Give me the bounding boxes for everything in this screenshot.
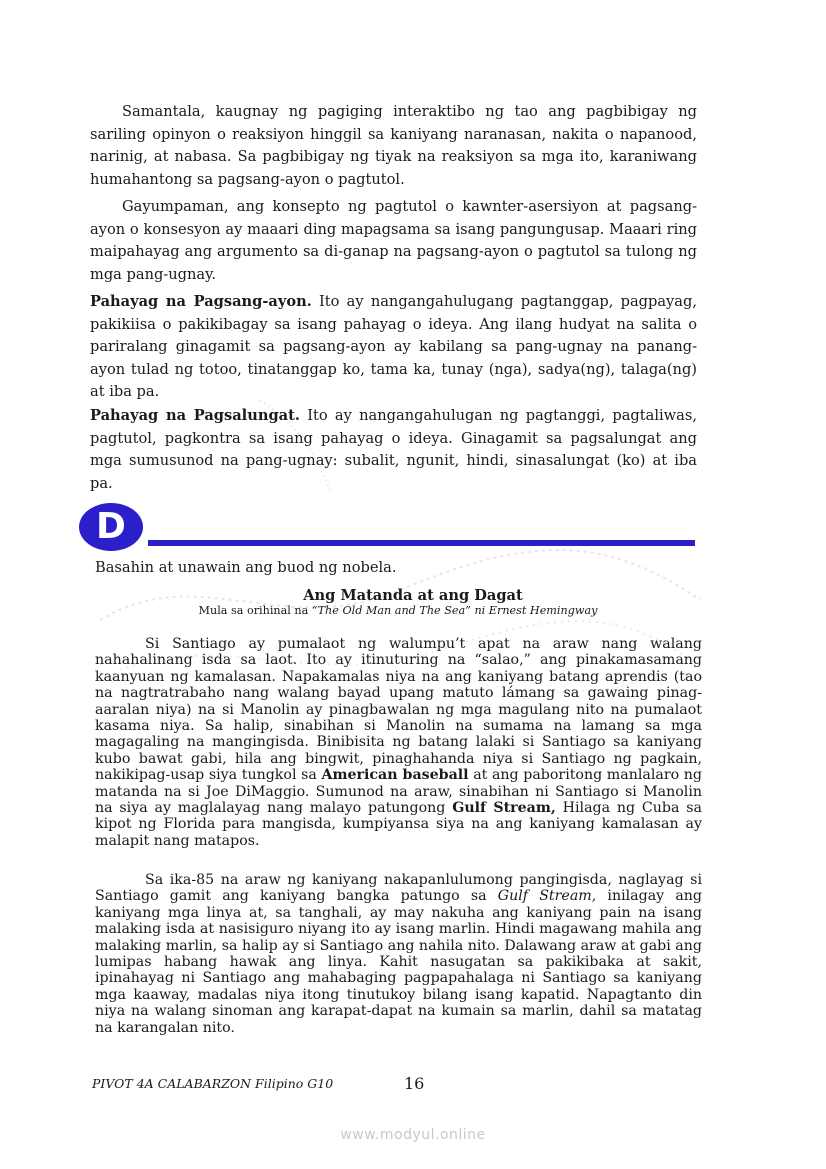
definition-pagsalungat: Ito ay nangangahulugan ng pagtanggi, pagtaliwas, pagtutol, pagkontra sa isang pahayag o ideya. Ginagamit sa pagsalungat ang mga sumusunod na pang-ugnay: subalit, ngunit, hindi, sinasalungat (ko) at iba pa. [90,407,697,492]
story-italic-gulf-stream: Gulf Stream [497,888,592,905]
story-paragraph-2 [95,872,702,1036]
story-text: , inilagay ang kaniyang mga linya at, sa tanghali, ay may nakuha ang kaniyang pain na isang malaking isda at nasisiguro niyang ito ay isang marlin. Hindi magawang mahila ang malaking marlin, sa halip ay si Santiago ang nahila nito. Dalawang araw at gabi ang lumipas habang hawak ang linya. Kahit nasugatan sa pakikibaka at sakit, ipinahayag ni Santiago ang mahabaging pagpapahalaga ni Santiago sa kaniyang mga kaaway, madalas niya itong tinutukoy bilang isang kapatid. Napagtanto din niya na walang sinoman ang karapat-dapat na kumain sa marlin, dahil sa matatag na karangalan nito. [95,888,703,1036]
story-bold-gulf-stream: Gulf Stream, [452,800,556,817]
story-text: at ang paboritong manlalaro ng matanda na si Joe DiMaggio. Sumunod na araw, sinabihan ni Santiago si Manolin na siya ay maglalayag nang malayo patungong [95,767,703,817]
story-text: Sa ika-85 na araw ng kaniyang nakapanlulumong pangingisda, naglayag si Santiago gamit ang kaniyang bangka patungo sa [95,872,702,905]
story-title: Ang Matanda at ang Dagat [303,587,523,604]
section-divider [148,540,695,546]
term-pagsalungat: Pahayag na Pagsalungat. [90,407,300,424]
paragraph-pagsang-ayon [90,291,697,404]
section-letter-badge: D [79,503,143,551]
definition-pagsang-ayon: Ito ay nangangahulugang pagtanggap, pagpayag, pakikiisa o pakikibagay sa isang pahayag o ideya. Ang ilang hudyat na salita o pariralang ginagamit sa pagsang-ayon ay kabilang sa pang-ugnay na panang-ayon tulad ng totoo, tinatanggap ko, tama ka, tunay (nga), sadya(ng), talaga(ng) at iba pa. [90,293,697,400]
story-subtitle [0,604,796,618]
section-instruction: Basahin at unawain ang buod ng nobela. [95,559,397,576]
paragraph-pagsalungat [90,405,697,495]
story-paragraph-1 [95,636,702,849]
term-pagsang-ayon: Pahayag na Pagsang-ayon. [90,293,312,310]
page-number: 16 [404,1074,425,1093]
subtitle-prefix: Mula sa orihinal na [198,604,312,617]
footer-module-label: PIVOT 4A CALABARZON Filipino G10 [92,1076,334,1091]
subtitle-source: “The Old Man and The Sea” ni Ernest Hemingway [311,604,598,617]
story-text: Hilaga ng Cuba sa kipot ng Florida para mangisda, kumpiyansa siya na ang kaniyang kamalasan ay malapit nang matapos. [95,800,702,849]
story-bold-baseball: American baseball [321,767,469,784]
paragraph-konsepto: Gayumpaman, ang konsepto ng pagtutol o kawnter-asersiyon at pagsang-ayon o konsesyon ay maaari ding mapagsama sa isang pangungusap. Maaari ring maipahayag ang argumento sa di-ganap na pagsang-ayon o pagtutol sa tulong ng mga pang-ugnay. [90,198,697,283]
watermark-text: www.modyul.online [340,1127,486,1143]
story-text: Si Santiago ay pumalaot ng walumpu’t apat na araw nang walang nahahalinang isda sa laot. Ito ay itinuturing na “salao,” ang pinakamasamang kaanyuan ng kamalasan. Napakamalas niya na ang kaniyang batang aprendis (tao na nagtratrabaho nang walang bayad upang matuto lámang sa gawaing pinag-aaralan niya) na si Manolin ay pinagbawalan ng mga magulang nito na pumalaot kasama niya. Sa halip, sinabihan si Manolin na sumama na lamang sa mga magagaling na mangingisda. Binibisita ng batang lalaki si Santiago sa kaniyang kubo bawat gabi, hila ang bingwit, pinaghahanda niya si Santiago ng pagkain, nakikipag-usap siya tungkol sa [95,636,702,784]
paragraph-opinyon: Samantala, kaugnay ng pagiging interaktibo ng tao ang pagbibigay ng sariling opinyon o reaksiyon hinggil sa kaniyang naranasan, nakita o napanood, narinig, at nabasa. Sa pagbibigay ng tiyak na reaksiyon sa mga ito, karaniwang humahantong sa pagsang-ayon o pagtutol. [90,103,697,188]
